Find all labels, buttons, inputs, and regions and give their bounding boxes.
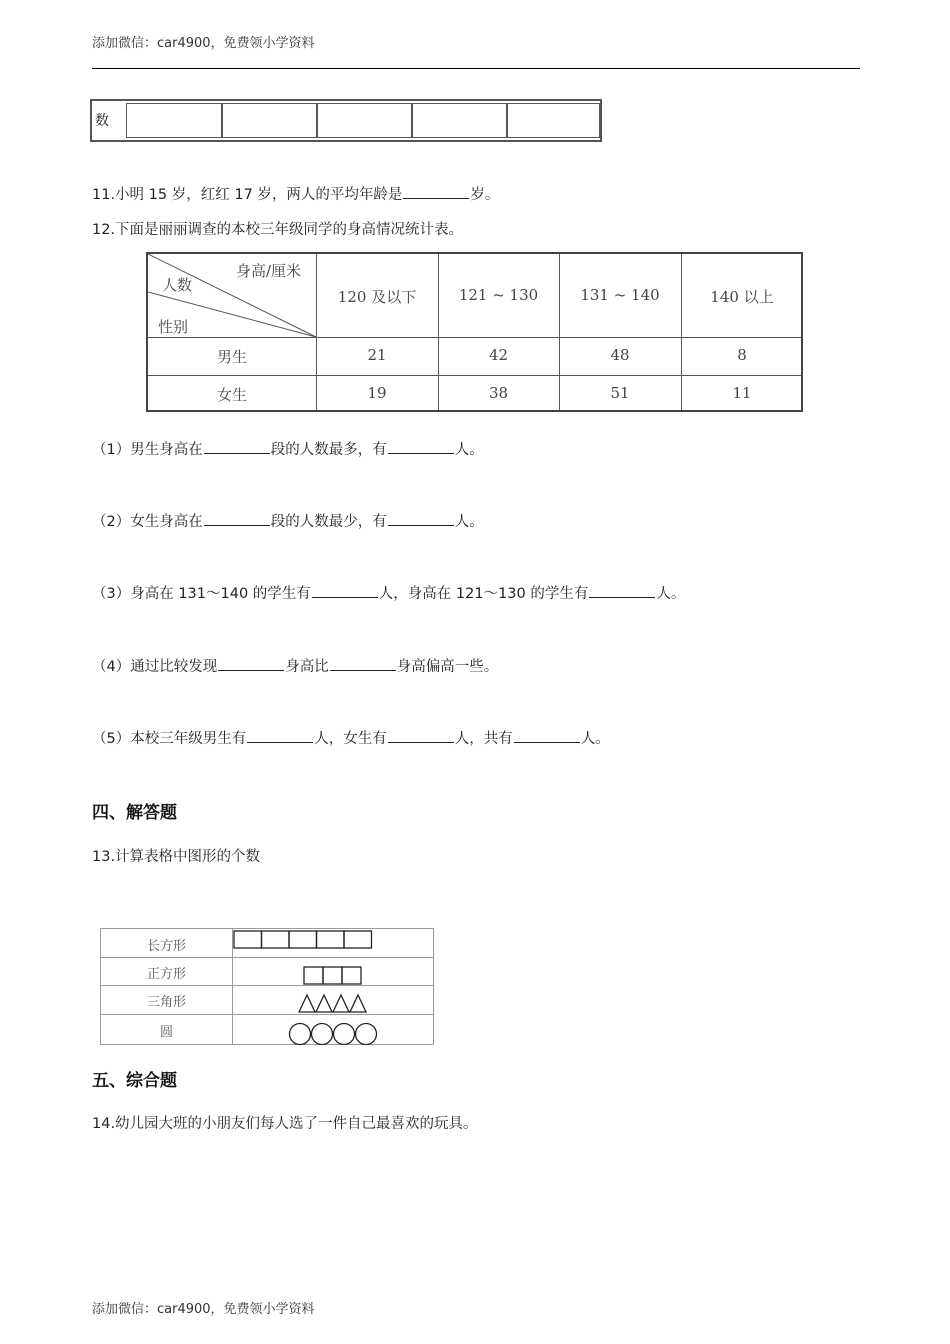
- question-12-sub3: [92, 582, 685, 603]
- answer-blank[interactable]: [312, 583, 378, 598]
- answer-blank[interactable]: [204, 511, 270, 526]
- question-12-sub1: [92, 438, 484, 459]
- sub-text: 身高偏高一些。: [396, 659, 499, 675]
- sub-text: （3）身高在 131～140 的学生有: [92, 586, 311, 602]
- rectangle-shape: [317, 931, 345, 948]
- corner-header-gender: 性别: [158, 318, 189, 336]
- sub-text: 身高比: [285, 659, 329, 675]
- sub-text: 人。: [454, 442, 484, 458]
- question-11: [92, 183, 499, 204]
- answer-blank[interactable]: [403, 184, 469, 199]
- sub-text: 人，身高在 121～130 的学生有: [378, 586, 589, 602]
- answer-blank[interactable]: [247, 728, 313, 743]
- question-13: 13.计算表格中图形的个数: [92, 849, 261, 865]
- answer-blank[interactable]: [514, 728, 580, 743]
- sub-text: 人，女生有: [314, 731, 387, 747]
- column-header: 140 以上: [710, 288, 774, 306]
- column-header: 131 ~ 140: [580, 286, 660, 304]
- table-divider: [148, 337, 801, 338]
- rectangle-shape: [344, 931, 372, 948]
- answer-blank[interactable]: [388, 511, 454, 526]
- sub-text: 人。: [656, 586, 686, 602]
- circle-shape: [334, 1024, 355, 1045]
- sub-text: 段的人数最少，有: [270, 514, 387, 530]
- corner-header-height: 身高/厘米: [236, 262, 302, 280]
- row-label-boys: 男生: [216, 348, 247, 366]
- prev-table-cell: [412, 103, 507, 138]
- column-header: 121 ~ 130: [458, 286, 539, 304]
- shape-label-circle: 圆: [159, 1025, 173, 1040]
- table-divider: [148, 375, 801, 376]
- rectangle-shape: [262, 931, 290, 948]
- section-4-title: 四、解答题: [92, 803, 177, 823]
- section-5-title: 五、综合题: [92, 1071, 177, 1091]
- square-shape: [323, 967, 342, 984]
- circle-shape: [356, 1024, 377, 1045]
- corner-header-count: 人数: [162, 276, 193, 294]
- triangle-shape: [316, 995, 332, 1012]
- sub-text: 人。: [580, 731, 610, 747]
- shapes-count-table: [100, 928, 434, 1045]
- question-12-sub2: [92, 510, 484, 531]
- question-11-text: 11.小明 15 岁，红红 17 岁，两人的平均年龄是: [92, 187, 403, 203]
- shape-label-triangle: 三角形: [146, 995, 186, 1010]
- page-header: 添加微信：car4900，免费领小学资料: [92, 36, 315, 51]
- header-rule: [92, 68, 860, 69]
- answer-blank[interactable]: [388, 439, 454, 454]
- answer-blank[interactable]: [218, 656, 284, 671]
- prev-table-row-label: 数: [95, 113, 109, 129]
- shape-label-square: 正方形: [146, 967, 186, 982]
- table-cell: 51: [610, 384, 630, 402]
- prev-table-cell: [222, 103, 317, 138]
- square-shape: [342, 967, 361, 984]
- question-12-intro: 12.下面是丽丽调查的本校三年级同学的身高情况统计表。: [92, 222, 464, 238]
- prev-table-cell: [507, 103, 600, 138]
- answer-blank[interactable]: [330, 656, 396, 671]
- sub-text: （4）通过比较发现: [92, 659, 218, 675]
- height-stats-table: [146, 252, 803, 412]
- table-cell: 42: [488, 346, 509, 364]
- sub-text: （2）女生身高在: [92, 514, 203, 530]
- answer-blank[interactable]: [589, 583, 655, 598]
- table-cell: 38: [488, 384, 509, 402]
- question-12-sub5: [92, 727, 610, 748]
- shape-label-rectangle: 长方形: [146, 939, 186, 954]
- table-cell: 11: [732, 384, 752, 402]
- sub-text: 段的人数最多，有: [270, 442, 387, 458]
- rectangle-shape: [234, 931, 262, 948]
- sub-text: 人。: [454, 514, 484, 530]
- page-footer: 添加微信：car4900，免费领小学资料: [92, 1302, 315, 1317]
- triangle-shape: [350, 995, 366, 1012]
- triangle-shape: [333, 995, 349, 1012]
- rectangle-shape: [289, 931, 317, 948]
- row-label-girls: 女生: [216, 386, 247, 404]
- square-shape: [304, 967, 323, 984]
- answer-blank[interactable]: [388, 728, 454, 743]
- triangle-shape: [299, 995, 315, 1012]
- question-11-suffix: 岁。: [470, 187, 500, 203]
- column-header: 120 及以下: [337, 288, 417, 306]
- question-14: 14.幼儿园大班的小朋友们每人选了一件自己最喜欢的玩具。: [92, 1116, 478, 1132]
- table-cell: 19: [367, 384, 387, 402]
- table-cell: 8: [737, 346, 747, 364]
- sub-text: （1）男生身高在: [92, 442, 203, 458]
- sub-text: （5）本校三年级男生有: [92, 731, 247, 747]
- answer-blank[interactable]: [204, 439, 270, 454]
- prev-table: [90, 99, 602, 142]
- shapes-drawing: [101, 929, 435, 1046]
- table-cell: 48: [610, 346, 630, 364]
- circle-shape: [290, 1024, 311, 1045]
- prev-table-cell: [317, 103, 412, 138]
- circle-shape: [312, 1024, 333, 1045]
- prev-table-cell: [126, 103, 222, 138]
- table-cell: 21: [367, 346, 387, 364]
- sub-text: 人，共有: [454, 731, 513, 747]
- question-12-sub4: [92, 655, 498, 676]
